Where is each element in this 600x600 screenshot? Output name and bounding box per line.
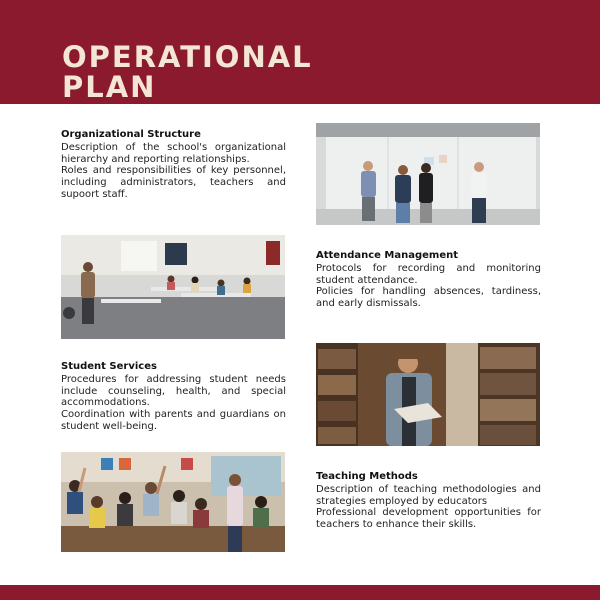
section-text: Professional development opportunities for teachers to enhance their skills.	[316, 507, 541, 531]
section-organizational-structure	[61, 129, 286, 201]
section-heading: Organizational Structure	[61, 129, 201, 140]
footer-bar	[0, 585, 600, 600]
header-banner	[0, 0, 600, 104]
section-teaching-methods	[316, 471, 541, 531]
meeting-whiteboard-photo	[316, 123, 540, 225]
section-heading: Teaching Methods	[316, 471, 418, 482]
library-student-reading-photo	[316, 343, 540, 446]
section-text: Procedures for addressing student needs include counseling, health, and special accommodations.	[61, 374, 286, 409]
title-line-1: OPERATIONAL	[62, 40, 313, 74]
section-attendance-management	[316, 250, 541, 310]
section-text: Policies for handling absences, tardiness, and early dismissals.	[316, 286, 541, 310]
section-heading: Student Services	[61, 361, 157, 372]
section-text: Roles and responsibilities of key personnel, including administrators, teachers and supoort staff.	[61, 165, 286, 200]
section-text: Coordination with parents and guardians on student well-being.	[61, 409, 286, 432]
section-student-services	[61, 361, 286, 433]
section-heading: Attendance Management	[316, 250, 459, 261]
section-text: Description of the school's organizational hierarchy and reporting relationships.	[61, 142, 286, 165]
classroom-hands-raised-photo	[61, 452, 285, 552]
section-text: Protocols for recording and monitoring student attendance.	[316, 263, 541, 286]
section-text: Description of teaching methodologies and strategies employed by educators	[316, 484, 541, 507]
classroom-teacher-photo	[61, 235, 285, 339]
title-line-2: PLAN	[62, 70, 157, 104]
page-title	[62, 42, 313, 102]
